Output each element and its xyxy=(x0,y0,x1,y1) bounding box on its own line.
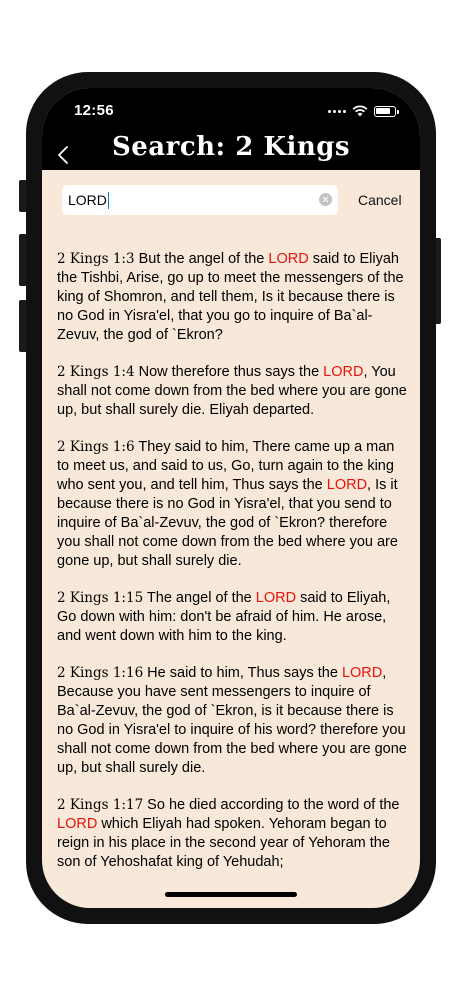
verse-ref: 2 Kings 1:15 xyxy=(57,590,144,606)
result-verse[interactable]: 2 Kings 1:15 The angel of the LORD said to Eliyah, Go down with him: don't be afraid of him. He arose, and went down with him to the king. xyxy=(57,590,391,644)
match-highlight: LORD xyxy=(341,665,383,681)
result-verse[interactable]: 2 Kings 1:3 But the angel of the LORD said to Eliyah the Tishbi, Arise, go up to meet the messengers of the king of Shomron, and tell them, Is it because there is no God in Yisra'el, that you go to inquire of Ba`al-Zevuv, the god of `Ekron? xyxy=(57,251,404,343)
match-highlight: LORD xyxy=(268,251,309,267)
wifi-icon xyxy=(352,105,368,117)
result-verse[interactable]: 2 Kings 1:16 He said to him, Thus says the LORD, Because you have sent messengers to inquire of Ba`al-Zevuv, the god of `Ekron, is it because there is no God in Yisra'el to inquire of his word? therefore you shall not come down from the bed where you are gone up, but shall surely die. xyxy=(57,665,407,776)
battery-level xyxy=(376,108,390,114)
chevron-left-icon xyxy=(57,145,69,165)
result-verse[interactable]: 2 Kings 1:6 They said to him, There came up a man to meet us, and said to us, Go, turn again to the king who sent you, and tell him, Thus says the LORD, Is it because there is no God in Yisra'el, that you send to inquire of Ba`al-Zevuv, the god of `Ekron? therefore you shall not come down from the bed where you are gone up, but shall surely die. xyxy=(57,439,398,569)
verse-ref: 2 Kings 1:17 xyxy=(57,797,144,813)
battery-icon xyxy=(374,106,396,117)
match-highlight: LORD xyxy=(255,590,297,606)
result-verse[interactable]: 2 Kings 1:17 So he died according to the word of the LORD which Eliyah had spoken. Yehoram began to reign in his place in the second year of Yehoram the son of Yehoshafat king of Yehudah; xyxy=(57,797,400,870)
phone-frame xyxy=(26,72,436,924)
search-query: LORD xyxy=(68,192,107,208)
verse-ref: 2 Kings 1:16 xyxy=(57,665,144,681)
result-verse[interactable]: 2 Kings 1:4 Now therefore thus says the LORD, You shall not come down from the bed where you are gone up, but shall surely die. Eliyah departed. xyxy=(57,364,407,418)
text-cursor xyxy=(108,192,110,209)
status-icons xyxy=(328,105,396,117)
match-highlight: LORD xyxy=(326,477,368,493)
clear-search-icon[interactable] xyxy=(319,193,332,206)
screen xyxy=(42,88,420,908)
verse-ref: 2 Kings 1:4 xyxy=(57,364,135,380)
search-input[interactable] xyxy=(62,185,338,215)
notch xyxy=(144,88,318,120)
match-highlight: LORD xyxy=(323,364,364,380)
signal-icon xyxy=(328,110,346,113)
verse-ref: 2 Kings 1:3 xyxy=(57,251,135,267)
match-highlight: LORD xyxy=(57,816,98,832)
cancel-button[interactable]: Cancel xyxy=(358,192,402,208)
status-time: 12:56 xyxy=(74,102,114,119)
page-title: Search: 2 Kings xyxy=(111,132,351,162)
results-list xyxy=(57,250,407,890)
back-button[interactable] xyxy=(48,140,78,170)
verse-ref: 2 Kings 1:6 xyxy=(57,439,135,455)
home-indicator[interactable] xyxy=(165,892,297,897)
